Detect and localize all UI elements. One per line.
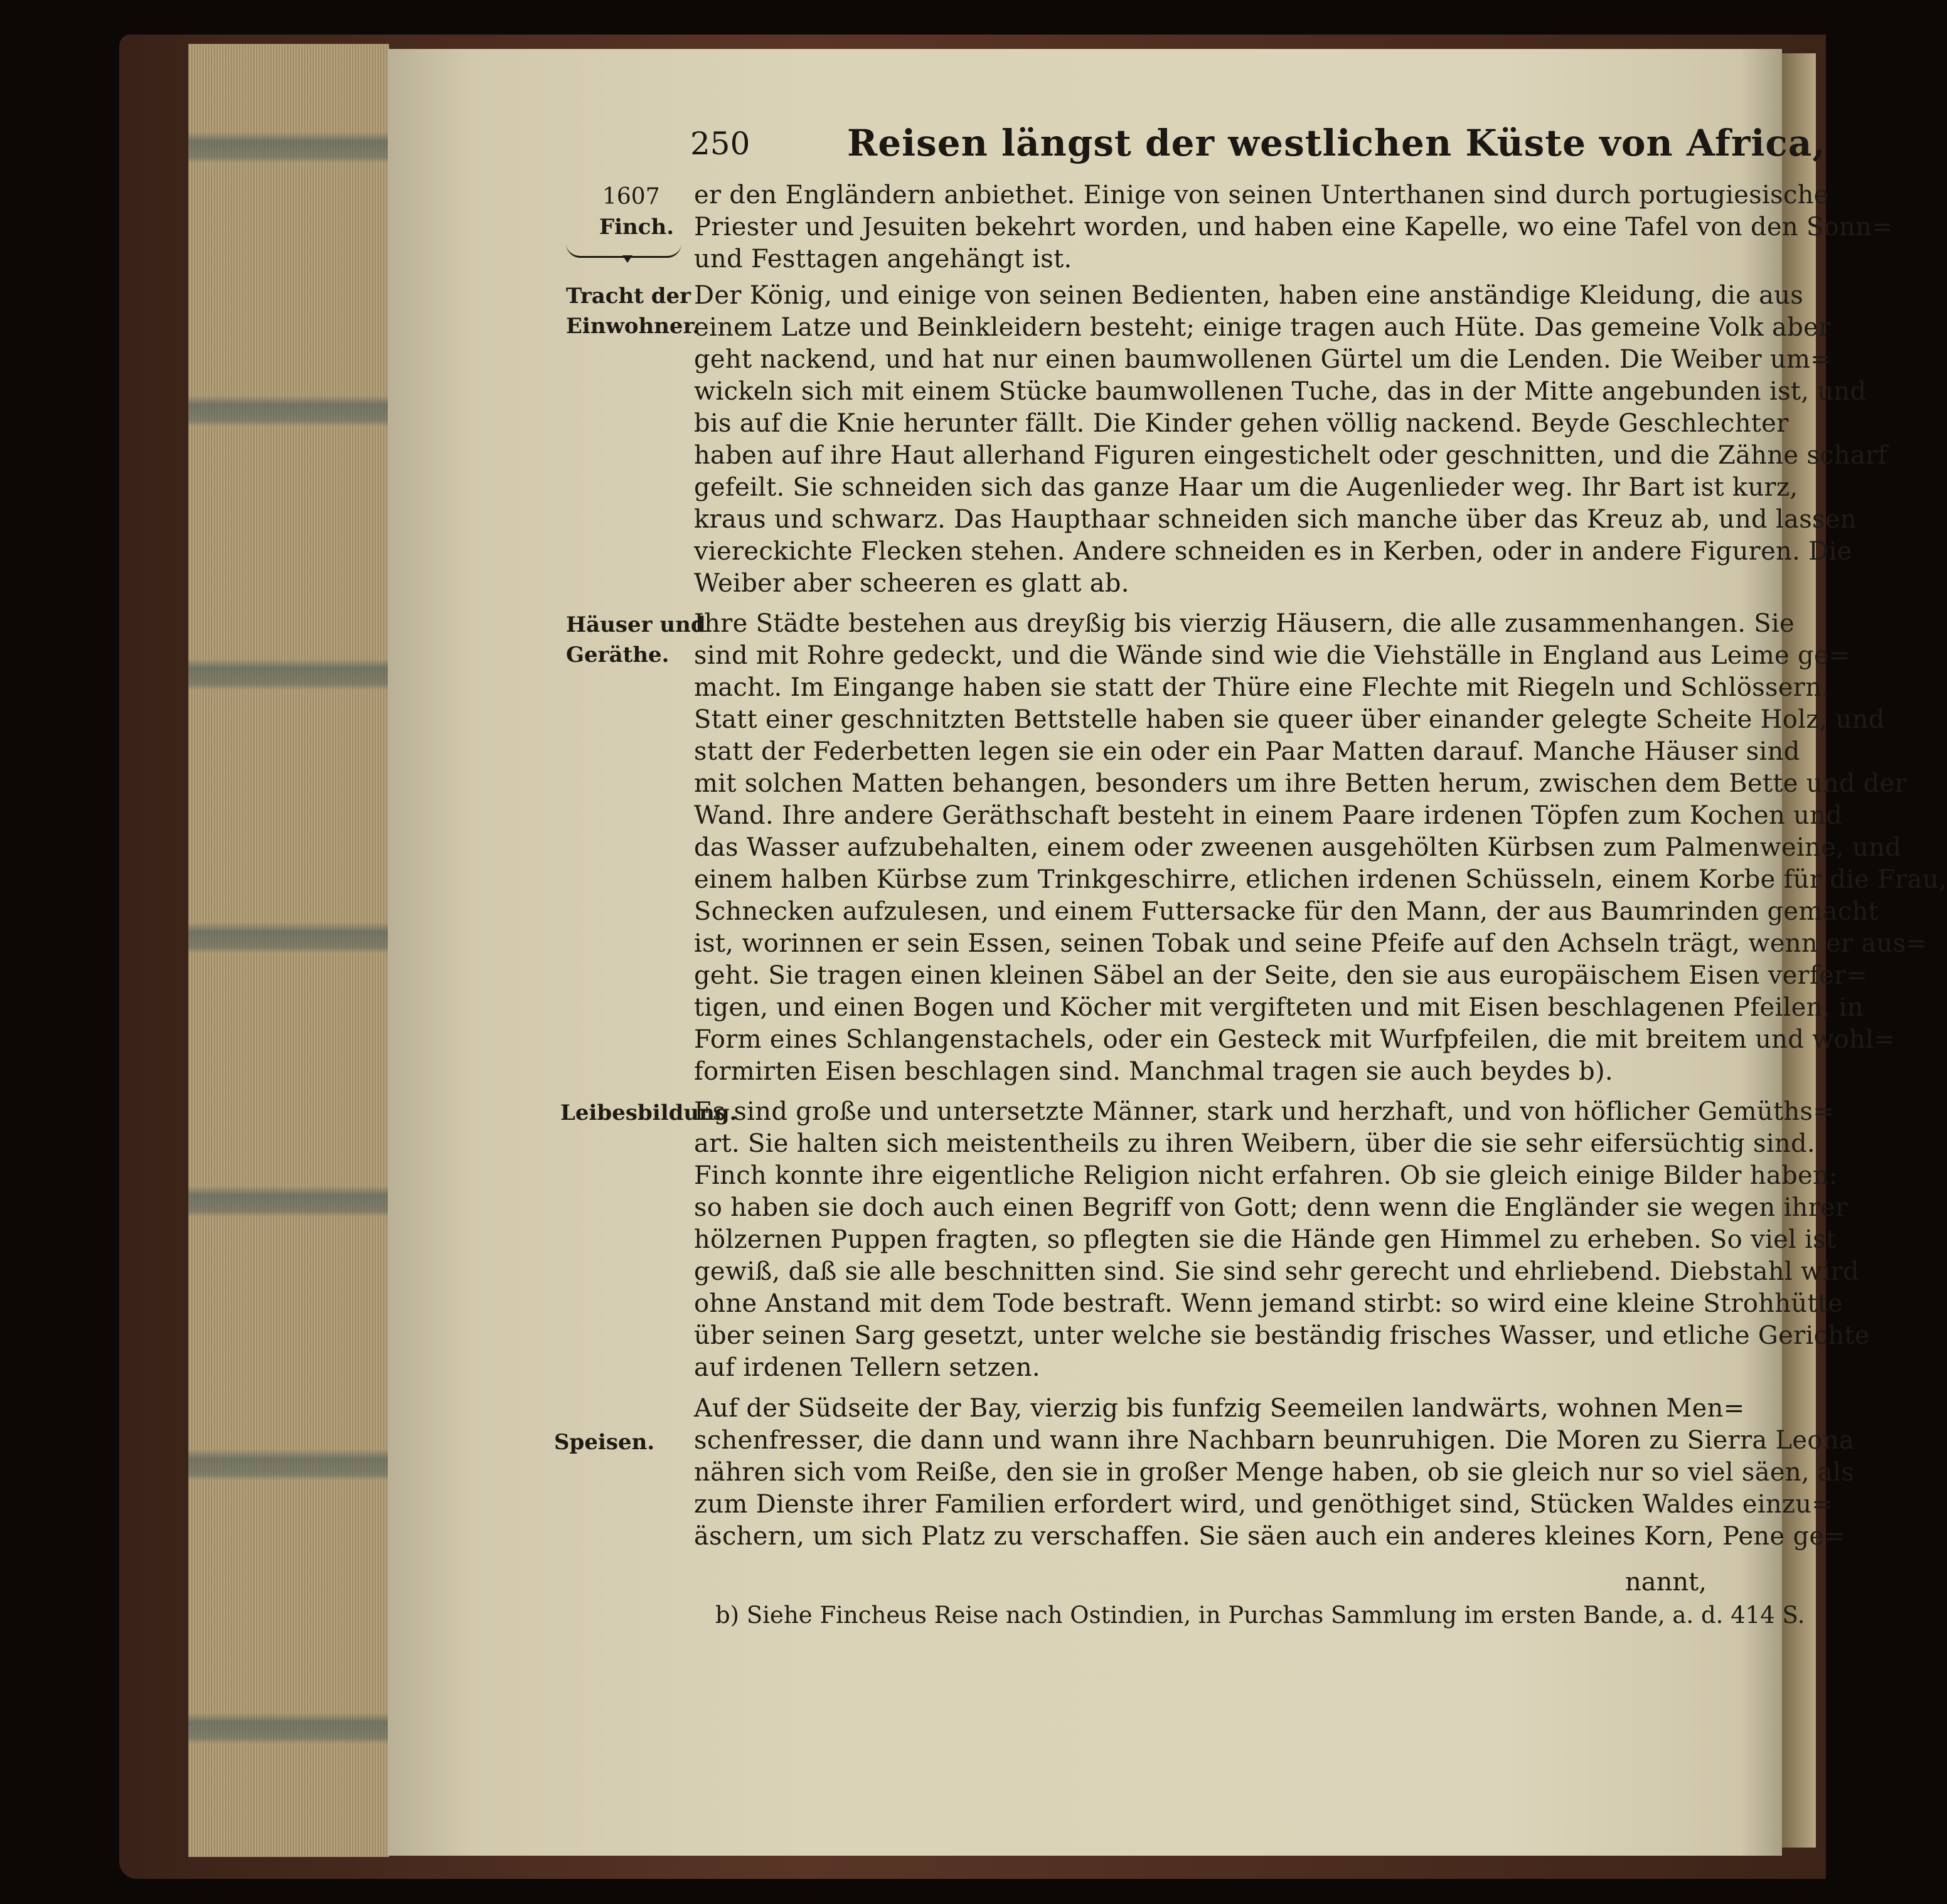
text-line: statt der Federbetten legen sie ein oder ein Paar Matten darauf. Manche Häuser sind [694, 737, 1800, 766]
margin-note-tracht [566, 281, 700, 341]
text-line: gewiß, daß sie alle beschnitten sind. Sie sind sehr gerecht und ehrliebend. Diebstahl wird [694, 1257, 1859, 1286]
text-line: haben auf ihre Haut allerhand Figuren eingestichelt oder geschnitten, und die Zähne scharf [694, 441, 1887, 470]
text-line: Weiber aber scheeren es glatt ab. [694, 569, 1129, 598]
text-line: über seinen Sarg gesetzt, unter welche sie beständig frisches Wasser, und etliche Gerichte [694, 1321, 1870, 1350]
footnote: b) Siehe Fincheus Reise nach Ostindien, in Purchas Sammlung im ersten Bande, a. d. 414 S. [715, 1602, 1805, 1629]
page-number: 250 [690, 125, 750, 162]
text-block-speisen [694, 1393, 1854, 1553]
text-line: zum Dienste ihrer Familien erfordert wird, und genöthiget sind, Stücken Waldes einzu= [694, 1490, 1833, 1519]
text-line: geht nackend, und hat nur einen baumwollenen Gürtel um die Lenden. Die Weiber um= [694, 345, 1832, 374]
text-line: geht. Sie tragen einen kleinen Säbel an der Seite, den sie aus europäischem Eisen verfer= [694, 961, 1868, 990]
text-line: Priester und Jesuiten bekehrt worden, und haben eine Kapelle, wo eine Tafel von den Sonn= [694, 213, 1893, 242]
catchword: nannt, [1625, 1568, 1707, 1597]
text-line: das Wasser aufzubehalten, einem oder zweenen ausgehölten Kürbsen zum Palmenweine, und [694, 833, 1902, 862]
text-line: Schnecken aufzulesen, und einem Futtersacke für den Mann, der aus Baumrinden gemacht [694, 897, 1879, 926]
text-line: ist, worinnen er sein Essen, seinen Tobak und seine Pfeife auf den Achseln trägt, wenn er aus= [694, 929, 1928, 958]
text-line: äschern, um sich Platz zu verschaffen. Sie säen auch ein anderes kleines Korn, Pene ge= [694, 1522, 1846, 1551]
text-line: auf irdenen Tellern setzen. [694, 1353, 1040, 1382]
margin-name: Finch. [599, 215, 675, 240]
text-line: bis auf die Knie herunter fällt. Die Kinder gehen völlig nackend. Beyde Geschlechter [694, 409, 1789, 438]
text-line: Ihre Städte bestehen aus dreyßig bis vierzig Häusern, die alle zusammenhangen. Sie [694, 609, 1795, 638]
text-line: Der König, und einige von seinen Bedienten, haben eine anständige Kleidung, die aus [694, 281, 1804, 310]
text-line: er den Engländern anbiethet. Einige von seinen Unterthanen sind durch portugiesische [694, 181, 1829, 210]
text-line: hölzernen Puppen fragten, so pflegten sie die Hände gen Himmel zu erheben. So viel ist [694, 1225, 1837, 1254]
text-line: mit solchen Matten behangen, besonders um ihre Betten herum, zwischen dem Bette und der [694, 769, 1907, 798]
text-line: wickeln sich mit einem Stücke baumwollenen Tuche, das in der Mitte angebunden ist, und [694, 377, 1867, 406]
margin-note-line: Einwohner. [566, 314, 700, 339]
text-line: Auf der Südseite der Bay, vierzig bis funfzig Seemeilen landwärts, wohnen Men= [694, 1394, 1745, 1423]
text-line: kraus und schwarz. Das Haupthaar schneiden sich manche über das Kreuz ab, und lassen [694, 505, 1857, 534]
text-line: formirten Eisen beschlagen sind. Manchmal tragen sie auch beydes b). [694, 1057, 1613, 1086]
text-line: Wand. Ihre andere Geräthschaft besteht in einem Paare irdenen Töpfen zum Kochen und [694, 801, 1843, 830]
text-block-tracht [694, 280, 1887, 600]
text-line: Es sind große und untersetzte Männer, stark und herzhaft, und von höflicher Gemüths= [694, 1097, 1835, 1126]
text-line: viereckichte Flecken stehen. Andere schneiden es in Kerben, oder in andere Figuren. Die [694, 537, 1852, 566]
text-line: Form eines Schlangenstachels, oder ein Gesteck mit Wurfpfeilen, die mit breitem und wohl= [694, 1025, 1896, 1054]
text-line: ohne Anstand mit dem Tode bestraft. Wenn jemand stirbt: so wird eine kleine Strohhütte [694, 1289, 1843, 1318]
text-line: einem halben Kürbse zum Trinkgeschirre, etlichen irdenen Schüsseln, einem Korbe für die Frau, [694, 865, 1947, 894]
text-line: macht. Im Eingange haben sie statt der Thüre eine Flechte mit Riegeln und Schlössern. [694, 673, 1830, 702]
text-block-intro [694, 179, 1893, 275]
text-line: so haben sie doch auch einen Begriff von Gott; denn wenn die Engländer sie wegen ihrer [694, 1193, 1848, 1222]
text-block-haeuser [694, 608, 1947, 1088]
margin-note-line: Häuser und [566, 612, 706, 637]
page-edges [188, 44, 389, 1857]
text-line: gefeilt. Sie schneiden sich das ganze Haar um die Augenlieder weg. Ihr Bart ist kurz, [694, 473, 1798, 502]
margin-note-haeuser [566, 610, 706, 670]
margin-note-line: Geräthe. [566, 642, 669, 667]
margin-note-leibesbildung: Leibesbildung. [560, 1100, 737, 1125]
text-line: sind mit Rohre gedeckt, und die Wände sind wie die Viehställe in England aus Leime ge= [694, 641, 1850, 670]
margin-year: 1607 [602, 184, 660, 210]
text-line: und Festtagen angehängt ist. [694, 245, 1072, 274]
text-line: tigen, und einen Bogen und Köcher mit vergifteten und mit Eisen beschlagenen Pfeilen, in [694, 993, 1864, 1022]
margin-brace-tick [622, 255, 632, 263]
margin-note-speisen: Speisen. [554, 1430, 655, 1455]
text-line: einem Latze und Beinkleidern besteht; einige tragen auch Hüte. Das gemeine Volk aber [694, 313, 1831, 342]
page-header [690, 122, 1826, 172]
running-title: Reisen längst der westlichen Küste von Africa, [847, 122, 1826, 164]
text-line: Finch konnte ihre eigentliche Religion nicht erfahren. Ob sie gleich einige Bilder haben: [694, 1161, 1838, 1190]
text-block-leibesbildung [694, 1096, 1870, 1384]
margin-note-line: Tracht der [566, 284, 691, 309]
text-line: Statt einer geschnitzten Bettstelle haben sie queer über einander gelegte Scheite Holz, und [694, 705, 1885, 734]
text-line: art. Sie halten sich meistentheils zu ihren Weibern, über die sie sehr eifersüchtig sind. [694, 1129, 1815, 1158]
text-line: nähren sich vom Reiße, den sie in großer Menge haben, ob sie gleich nur so viel säen, als [694, 1458, 1855, 1487]
text-line: schenfresser, die dann und wann ihre Nachbarn beunruhigen. Die Moren zu Sierra Leona [694, 1426, 1854, 1455]
